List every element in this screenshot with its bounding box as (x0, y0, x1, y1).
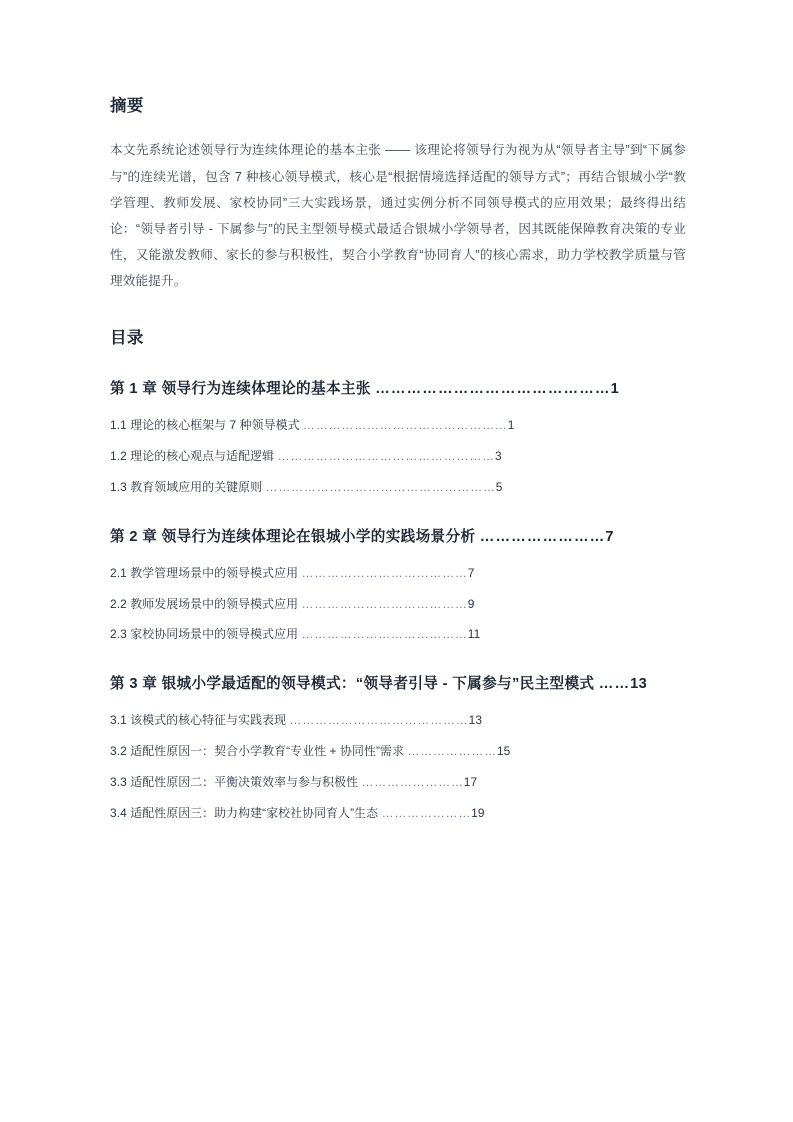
toc-sub-entry[interactable] (110, 774, 686, 792)
table-of-contents (110, 375, 686, 822)
toc-chapter-entry[interactable] (110, 670, 686, 700)
toc-sub-entry[interactable] (110, 712, 686, 730)
toc-page-number: 7 (605, 528, 614, 545)
toc-leader-dots: ………………………………………… (303, 418, 508, 433)
toc-leader-dots: ………………………………… (301, 596, 468, 611)
toc-sub-label: 1.1 理论的核心框架与 7 种领导模式 (110, 418, 300, 433)
toc-leader-dots: …………………………………………… (277, 449, 495, 464)
toc-leader-dots: ………………… (381, 805, 472, 820)
toc-page-number: 17 (463, 774, 478, 789)
toc-sub-label: 3.1 该模式的核心特征与实践表现 (110, 713, 287, 728)
toc-heading: 目录 (110, 328, 144, 347)
toc-leader-dots: ……………………………………… (375, 381, 611, 398)
toc-sub-label: 2.1 教学管理场景中的领导模式应用 (110, 565, 299, 580)
toc-chapter-title: 第 3 章 银城小学最适配的领导模式：“领导者引导 - 下属参与”民主型模式 (110, 676, 595, 693)
toc-sub-entry[interactable] (110, 565, 686, 583)
toc-sub-label: 3.3 适配性原因二：平衡决策效率与参与积极性 (110, 774, 359, 789)
abstract-body-text: 本文先系统论述领导行为连续体理论的基本主张 —— 该理论将领导行为视为从“领导者主导”到“下属参与”的连续光谱，包含 7 种核心领导模式，核心是“根据情境选择适配的领导方式”；再结合银城小学“教学管理、教师发展、家校协同”三大实践场景，通过实例分析不同领导模式的应用效果；最终得出结论：“领导者引导 - 下属参与”的民主型领导模式最适合银城小学领导者，因其既能保障教育决策的专业性，又能激发教师、家长的参与积极性，契合小学教育“协同育人”的核心需求，助力学校教学质量与管理效能提升。 (110, 143, 686, 288)
toc-sub-entry[interactable] (110, 417, 686, 435)
toc-page-number: 15 (496, 743, 511, 758)
toc-sub-label: 2.3 家校协同场景中的领导模式应用 (110, 627, 299, 642)
toc-leader-dots: ………………………………… (301, 565, 468, 580)
toc-leader-dots: ………………… (407, 743, 497, 758)
toc-sub-entry[interactable] (110, 805, 686, 823)
toc-sub-entry[interactable] (110, 448, 686, 466)
toc-page-number: 5 (495, 479, 503, 494)
toc-leader-dots: ……………………………………………… (265, 479, 496, 494)
toc-sub-label: 3.2 适配性原因一：契合小学教育“专业性 + 协同性”需求 (110, 743, 405, 758)
toc-sub-label: 1.3 教育领域应用的关键原则 (110, 479, 263, 494)
toc-page-number: 19 (471, 805, 485, 820)
toc-page-number: 7 (467, 565, 475, 580)
toc-sub-entry[interactable] (110, 626, 686, 644)
toc-sub-label: 3.4 适配性原因三：助力构建“家校社协同育人”生态 (110, 805, 379, 820)
toc-page-number: 13 (630, 676, 648, 693)
toc-leader-dots: …… (598, 676, 631, 693)
toc-sub-entry[interactable] (110, 596, 686, 614)
toc-page-number: 11 (467, 627, 481, 642)
toc-leader-dots: ………………………………… (301, 627, 468, 642)
page-content (110, 96, 686, 827)
toc-page-number: 3 (494, 449, 502, 464)
toc-page-number: 1 (507, 418, 515, 433)
toc-sub-entry[interactable] (110, 479, 686, 497)
toc-page-number: 13 (468, 713, 483, 728)
toc-chapter-group (110, 670, 686, 822)
toc-leader-dots: …………………… (479, 528, 606, 545)
toc-page-number: 9 (467, 596, 475, 611)
abstract-heading: 摘要 (110, 97, 144, 115)
toc-chapter-entry[interactable] (110, 375, 686, 405)
toc-page-number: 1 (610, 381, 620, 398)
toc-chapter-group (110, 375, 686, 496)
toc-leader-dots: …………………… (361, 774, 464, 789)
toc-sub-label: 2.2 教师发展场景中的领导模式应用 (110, 596, 299, 611)
toc-chapter-title: 第 1 章 领导行为连续体理论的基本主张 (110, 381, 371, 398)
toc-chapter-group (110, 523, 686, 644)
toc-leader-dots: …………………………………… (289, 713, 469, 728)
toc-chapter-title: 第 2 章 领导行为连续体理论在银城小学的实践场景分析 (110, 528, 476, 545)
toc-sub-label: 1.2 理论的核心观点与适配逻辑 (110, 449, 275, 464)
toc-chapter-entry[interactable] (110, 523, 686, 553)
toc-sub-entry[interactable] (110, 743, 686, 761)
